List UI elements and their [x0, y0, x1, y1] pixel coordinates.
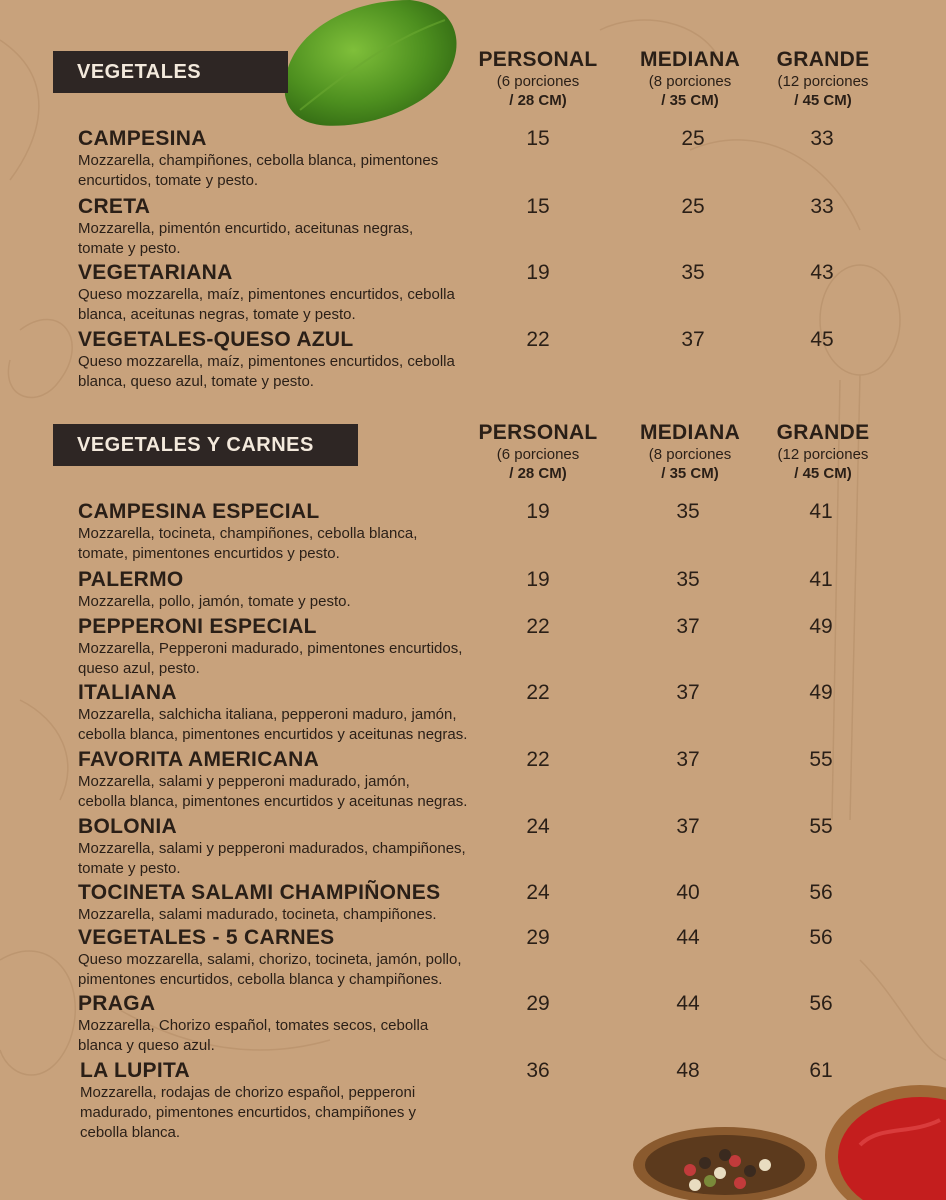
price-mediana: 44	[676, 926, 700, 949]
column-portions: (12 porciones	[777, 446, 869, 463]
column-title: PERSONAL	[478, 48, 598, 71]
price-grande: 41	[809, 500, 833, 523]
item-desc-line: queso azul, pesto.	[78, 660, 200, 677]
price-mediana: 35	[681, 261, 705, 284]
price-grande: 55	[809, 815, 833, 838]
price-personal: 19	[526, 261, 550, 284]
item-desc-line: Queso mozzarella, maíz, pimentones encurtidos, cebolla	[78, 286, 455, 303]
item-name: ITALIANA	[78, 681, 177, 704]
item-desc-line: blanca, aceitunas negras, tomate y pesto.	[78, 306, 356, 323]
item-name: PRAGA	[78, 992, 156, 1015]
price-grande: 33	[810, 127, 834, 150]
price-mediana: 37	[676, 748, 700, 771]
menu-item	[78, 127, 518, 191]
price-personal: 22	[526, 681, 550, 704]
price-grande: 41	[809, 568, 833, 591]
item-name: VEGETALES-QUESO AZUL	[78, 328, 354, 351]
column-portions: (8 porciones	[648, 446, 732, 463]
column-header-mediana	[615, 48, 765, 110]
item-desc-line: blanca y queso azul.	[78, 1037, 215, 1054]
item-desc-line: Mozzarella, tocineta, champiñones, cebolla blanca,	[78, 525, 418, 542]
column-size: / 35 CM)	[661, 465, 719, 482]
menu-item	[80, 1059, 520, 1143]
item-desc-line: Mozzarella, salami madurado, tocineta, champiñones.	[78, 906, 437, 923]
column-header-grande	[748, 421, 898, 483]
section-title-text: VEGETALES	[77, 60, 202, 83]
item-desc-line: Mozzarella, champiñones, cebolla blanca, pimentones	[78, 152, 439, 169]
menu-item	[78, 992, 518, 1056]
peppercorn-bowl-icon	[630, 1125, 820, 1200]
price-mediana: 37	[681, 328, 705, 351]
price-grande: 33	[810, 195, 834, 218]
item-desc-line: Mozzarella, salami y pepperoni madurado, jamón,	[78, 773, 410, 790]
item-name: VEGETALES - 5 CARNES	[78, 926, 335, 949]
column-portions: (6 porciones	[496, 446, 580, 463]
item-name: BOLONIA	[78, 815, 177, 838]
column-size: / 45 CM)	[794, 92, 852, 109]
price-personal: 29	[526, 992, 550, 1015]
price-mediana: 25	[681, 195, 705, 218]
item-desc-line: Queso mozzarella, maíz, pimentones encurtidos, cebolla	[78, 353, 455, 370]
price-grande: 55	[809, 748, 833, 771]
menu-item	[78, 926, 518, 990]
item-desc-line: cebolla blanca, pimentones encurtidos y aceitunas negras.	[78, 726, 468, 743]
price-personal: 15	[526, 195, 550, 218]
column-title: PERSONAL	[478, 421, 598, 444]
price-personal: 24	[526, 881, 550, 904]
tomato-sauce-bowl-icon	[820, 1085, 946, 1200]
price-grande: 56	[809, 881, 833, 904]
menu-item	[78, 881, 548, 925]
item-desc-line: madurado, pimentones encurtidos, champiñones y	[80, 1104, 417, 1121]
menu-item	[78, 615, 518, 679]
section-title-vegetales-y-carnes	[53, 424, 358, 466]
menu-item	[78, 500, 518, 564]
menu-item	[78, 195, 518, 259]
item-name: CRETA	[78, 195, 151, 218]
price-personal: 24	[526, 815, 550, 838]
price-mediana: 35	[676, 568, 700, 591]
price-personal: 22	[526, 748, 550, 771]
item-name: PEPPERONI ESPECIAL	[78, 615, 317, 638]
column-header-personal	[463, 421, 613, 483]
price-mediana: 48	[676, 1059, 700, 1082]
column-portions: (8 porciones	[648, 73, 732, 90]
column-title: GRANDE	[776, 421, 870, 444]
item-desc-line: Mozzarella, salami y pepperoni madurados, champiñones,	[78, 840, 466, 857]
item-name: PALERMO	[78, 568, 184, 591]
item-name: TOCINETA SALAMI CHAMPIÑONES	[78, 881, 441, 904]
item-desc-line: pimentones encurtidos, cebolla blanca y champiñones.	[78, 971, 443, 988]
menu-item	[78, 261, 518, 325]
column-header-grande	[748, 48, 898, 110]
price-grande: 56	[809, 992, 833, 1015]
item-name: LA LUPITA	[80, 1059, 191, 1082]
item-name: VEGETARIANA	[78, 261, 233, 284]
column-title: MEDIANA	[639, 48, 741, 71]
price-mediana: 25	[681, 127, 705, 150]
item-desc-line: Mozzarella, rodajas de chorizo español, pepperoni	[80, 1084, 416, 1101]
price-personal: 19	[526, 568, 550, 591]
price-grande: 43	[810, 261, 834, 284]
item-desc-line: Mozzarella, pimentón encurtido, aceitunas negras,	[78, 220, 414, 237]
price-grande: 49	[809, 681, 833, 704]
menu-item	[78, 815, 518, 879]
column-title: GRANDE	[776, 48, 870, 71]
item-name: FAVORITA AMERICANA	[78, 748, 320, 771]
basil-leaf-icon	[270, 0, 470, 130]
menu-item	[78, 748, 518, 812]
item-desc-line: Queso mozzarella, salami, chorizo, tocineta, jamón, pollo,	[78, 951, 462, 968]
item-desc-line: Mozzarella, Chorizo español, tomates secos, cebolla	[78, 1017, 429, 1034]
item-name: CAMPESINA	[78, 127, 207, 150]
column-portions: (6 porciones	[496, 73, 580, 90]
column-size: / 28 CM)	[509, 465, 567, 482]
item-name: CAMPESINA ESPECIAL	[78, 500, 320, 523]
item-desc-line: Mozzarella, salchicha italiana, pepperoni maduro, jamón,	[78, 706, 457, 723]
item-desc-line: Mozzarella, pollo, jamón, tomate y pesto.	[78, 593, 351, 610]
price-personal: 19	[526, 500, 550, 523]
price-mediana: 40	[676, 881, 700, 904]
price-mediana: 37	[676, 615, 700, 638]
column-portions: (12 porciones	[777, 73, 869, 90]
price-personal: 29	[526, 926, 550, 949]
column-title: MEDIANA	[639, 421, 741, 444]
price-grande: 45	[810, 328, 834, 351]
menu-item	[78, 681, 518, 745]
menu-item	[78, 568, 518, 612]
column-size: / 35 CM)	[661, 92, 719, 109]
section-title-text: VEGETALES Y CARNES	[77, 433, 314, 456]
item-desc-line: cebolla blanca, pimentones encurtidos y aceitunas negras.	[78, 793, 468, 810]
price-mediana: 44	[676, 992, 700, 1015]
price-mediana: 37	[676, 815, 700, 838]
price-grande: 49	[809, 615, 833, 638]
price-grande: 61	[809, 1059, 833, 1082]
item-desc-line: cebolla blanca.	[80, 1124, 181, 1141]
menu-item	[78, 328, 518, 392]
item-desc-line: encurtidos, tomate y pesto.	[78, 172, 259, 189]
item-desc-line: tomate, pimentones encurtidos y pesto.	[78, 545, 340, 562]
item-desc-line: Mozzarella, Pepperoni madurado, pimentones encurtidos,	[78, 640, 463, 657]
section-title-vegetales	[53, 51, 288, 93]
price-personal: 22	[526, 615, 550, 638]
column-size: / 45 CM)	[794, 465, 852, 482]
column-header-mediana	[615, 421, 765, 483]
price-personal: 36	[526, 1059, 550, 1082]
price-mediana: 35	[676, 500, 700, 523]
price-personal: 22	[526, 328, 550, 351]
column-size: / 28 CM)	[509, 92, 567, 109]
item-desc-line: tomate y pesto.	[78, 240, 181, 257]
item-desc-line: blanca, queso azul, tomate y pesto.	[78, 373, 314, 390]
price-personal: 15	[526, 127, 550, 150]
column-header-personal	[463, 48, 613, 110]
item-desc-line: tomate y pesto.	[78, 860, 181, 877]
price-grande: 56	[809, 926, 833, 949]
price-mediana: 37	[676, 681, 700, 704]
